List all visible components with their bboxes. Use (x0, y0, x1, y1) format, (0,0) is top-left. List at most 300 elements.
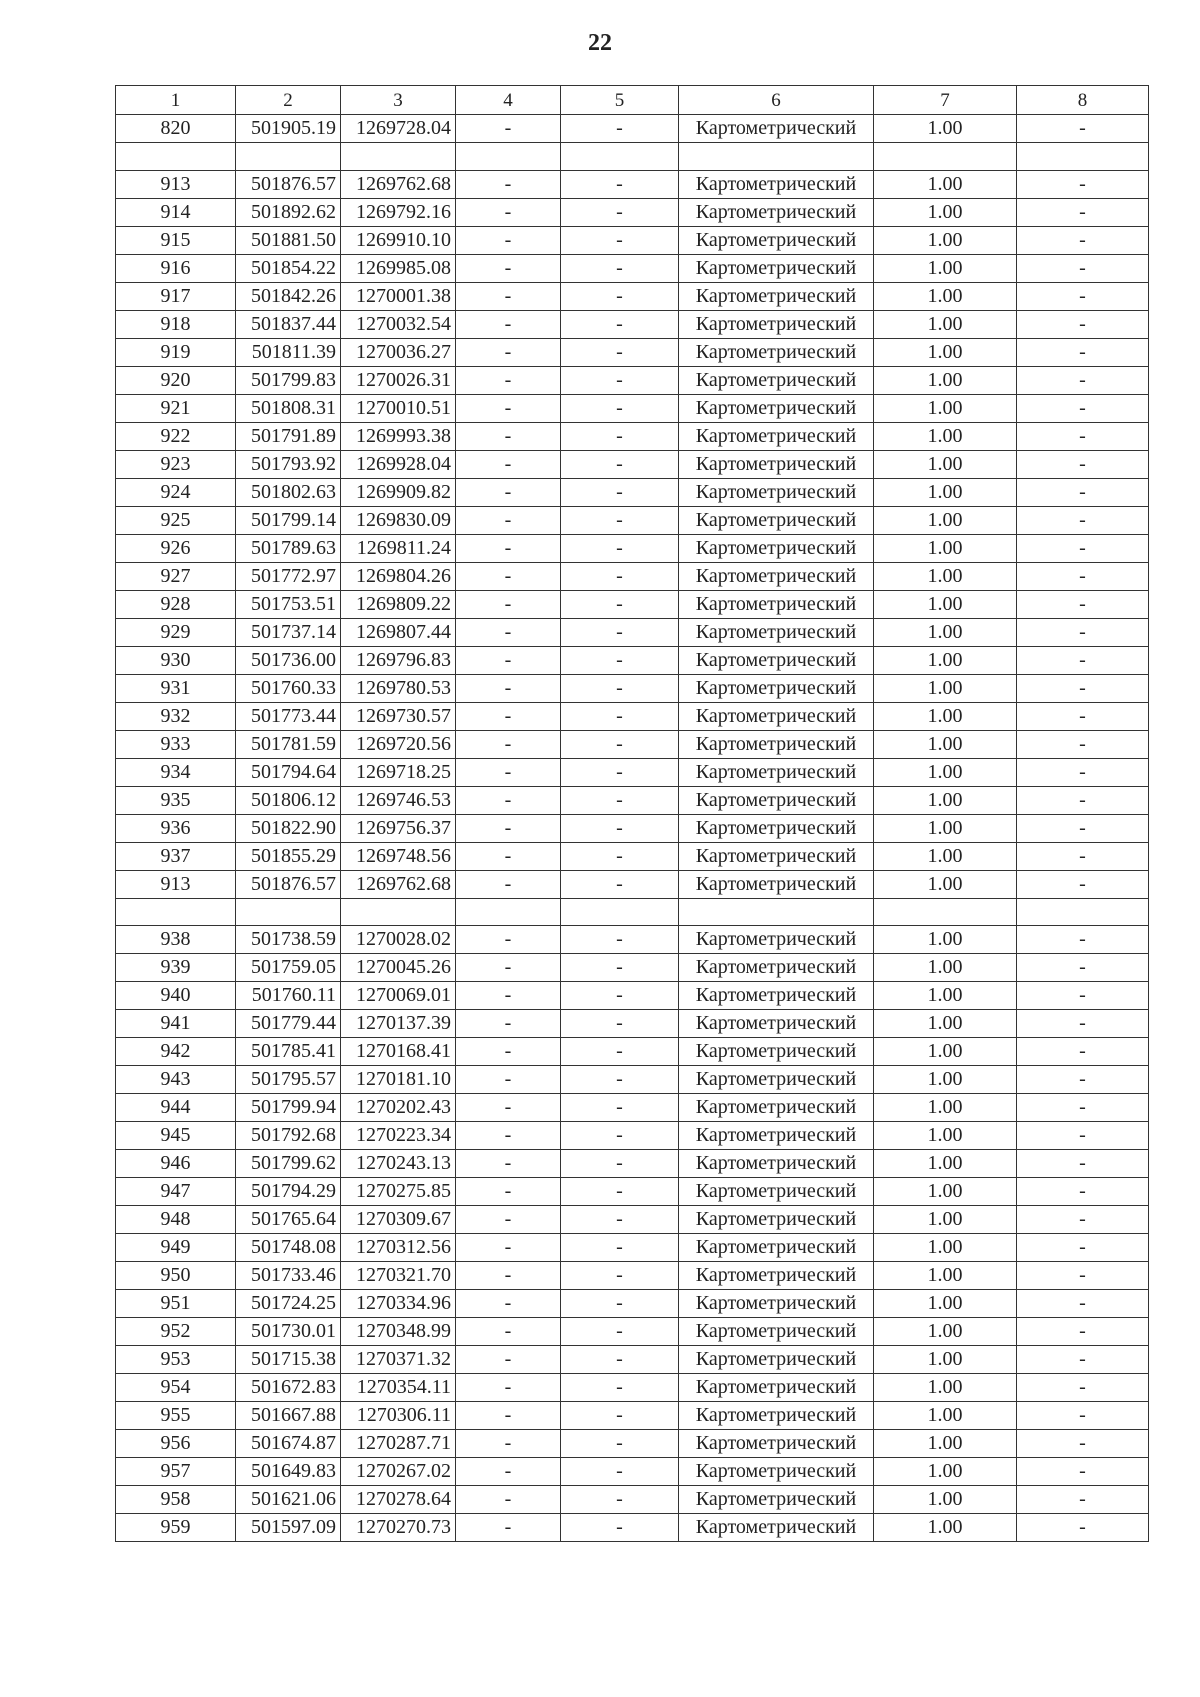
column-5-cell: - (561, 926, 679, 954)
x-coordinate-cell: 501785.41 (236, 1038, 341, 1066)
y-coordinate-cell: 1269830.09 (341, 506, 456, 534)
column-8-cell: - (1017, 1094, 1149, 1122)
table-row (116, 170, 1149, 198)
column-4-cell: - (456, 478, 561, 506)
method-cell: Картометрический (679, 1514, 874, 1542)
column-8-cell (1017, 898, 1149, 926)
accuracy-cell: 1.00 (874, 534, 1017, 562)
column-8-cell: - (1017, 115, 1149, 143)
x-coordinate-cell: 501789.63 (236, 534, 341, 562)
column-5-cell (561, 898, 679, 926)
point-number-cell: 924 (116, 478, 236, 506)
column-4-cell: - (456, 1430, 561, 1458)
column-5-cell: - (561, 1346, 679, 1374)
accuracy-cell: 1.00 (874, 1150, 1017, 1178)
column-8-cell: - (1017, 982, 1149, 1010)
method-cell: Картометрический (679, 506, 874, 534)
y-coordinate-cell: 1270243.13 (341, 1150, 456, 1178)
point-number-cell: 938 (116, 926, 236, 954)
column-5-cell: - (561, 170, 679, 198)
column-4-cell: - (456, 1318, 561, 1346)
y-coordinate-cell: 1270028.02 (341, 926, 456, 954)
column-4-cell (456, 143, 561, 171)
column-4-cell: - (456, 226, 561, 254)
y-coordinate-cell: 1269993.38 (341, 422, 456, 450)
y-coordinate-cell: 1270137.39 (341, 1010, 456, 1038)
y-coordinate-cell: 1269756.37 (341, 814, 456, 842)
method-cell: Картометрический (679, 646, 874, 674)
column-4-cell: - (456, 674, 561, 702)
point-number-cell: 942 (116, 1038, 236, 1066)
column-5-cell: - (561, 226, 679, 254)
y-coordinate-cell: 1270036.27 (341, 338, 456, 366)
column-8-cell: - (1017, 1290, 1149, 1318)
column-4-cell: - (456, 842, 561, 870)
y-coordinate-cell: 1269985.08 (341, 254, 456, 282)
method-cell: Картометрический (679, 170, 874, 198)
accuracy-cell: 1.00 (874, 282, 1017, 310)
y-coordinate-cell: 1270026.31 (341, 366, 456, 394)
x-coordinate-cell: 501730.01 (236, 1318, 341, 1346)
column-8-cell: - (1017, 562, 1149, 590)
method-cell: Картометрический (679, 1290, 874, 1318)
y-coordinate-cell: 1269909.82 (341, 478, 456, 506)
point-number-cell: 931 (116, 674, 236, 702)
column-8-cell: - (1017, 1514, 1149, 1542)
table-header-row (116, 86, 1149, 115)
column-8-cell: - (1017, 506, 1149, 534)
accuracy-cell: 1.00 (874, 1206, 1017, 1234)
accuracy-cell: 1.00 (874, 562, 1017, 590)
x-coordinate-cell: 501837.44 (236, 310, 341, 338)
point-number-cell: 927 (116, 562, 236, 590)
column-4-cell: - (456, 422, 561, 450)
point-number-cell (116, 143, 236, 171)
x-coordinate-cell: 501765.64 (236, 1206, 341, 1234)
point-number-cell: 947 (116, 1178, 236, 1206)
x-coordinate-cell: 501905.19 (236, 115, 341, 143)
x-coordinate-cell: 501753.51 (236, 590, 341, 618)
table-row (116, 954, 1149, 982)
point-number-cell: 820 (116, 115, 236, 143)
point-number-cell: 951 (116, 1290, 236, 1318)
column-4-cell: - (456, 310, 561, 338)
table-row (116, 842, 1149, 870)
point-number-cell: 920 (116, 366, 236, 394)
accuracy-cell: 1.00 (874, 226, 1017, 254)
accuracy-cell: 1.00 (874, 394, 1017, 422)
column-8-cell: - (1017, 702, 1149, 730)
point-number-cell: 956 (116, 1430, 236, 1458)
point-number-cell: 941 (116, 1010, 236, 1038)
table-row (116, 1122, 1149, 1150)
method-cell: Картометрический (679, 115, 874, 143)
method-cell: Картометрический (679, 674, 874, 702)
x-coordinate-cell: 501748.08 (236, 1234, 341, 1262)
x-coordinate-cell: 501876.57 (236, 170, 341, 198)
table-separator-row (116, 898, 1149, 926)
accuracy-cell: 1.00 (874, 702, 1017, 730)
accuracy-cell: 1.00 (874, 758, 1017, 786)
column-8-cell: - (1017, 954, 1149, 982)
x-coordinate-cell: 501736.00 (236, 646, 341, 674)
column-8-cell: - (1017, 366, 1149, 394)
column-4-cell: - (456, 1402, 561, 1430)
accuracy-cell: 1.00 (874, 1318, 1017, 1346)
column-4-cell: - (456, 954, 561, 982)
method-cell: Картометрический (679, 1178, 874, 1206)
point-number-cell: 939 (116, 954, 236, 982)
table-row (116, 618, 1149, 646)
column-4-cell: - (456, 1206, 561, 1234)
y-coordinate-cell: 1270278.64 (341, 1486, 456, 1514)
method-cell: Картометрический (679, 1150, 874, 1178)
x-coordinate-cell: 501759.05 (236, 954, 341, 982)
accuracy-cell: 1.00 (874, 1290, 1017, 1318)
x-coordinate-cell: 501795.57 (236, 1066, 341, 1094)
column-8-cell: - (1017, 1262, 1149, 1290)
method-cell: Картометрический (679, 562, 874, 590)
column-4-cell: - (456, 590, 561, 618)
method-cell: Картометрический (679, 394, 874, 422)
column-8-cell: - (1017, 1178, 1149, 1206)
x-coordinate-cell: 501802.63 (236, 478, 341, 506)
table-row (116, 1430, 1149, 1458)
x-coordinate-cell: 501715.38 (236, 1346, 341, 1374)
column-5-cell: - (561, 1318, 679, 1346)
column-5-cell: - (561, 1206, 679, 1234)
x-coordinate-cell (236, 143, 341, 171)
column-8-cell: - (1017, 1430, 1149, 1458)
column-4-cell: - (456, 1150, 561, 1178)
accuracy-cell: 1.00 (874, 590, 1017, 618)
table-row (116, 254, 1149, 282)
y-coordinate-cell: 1269720.56 (341, 730, 456, 758)
table-row (116, 786, 1149, 814)
column-4-cell: - (456, 338, 561, 366)
column-4-cell: - (456, 1038, 561, 1066)
table-row (116, 1458, 1149, 1486)
column-5-cell (561, 143, 679, 171)
accuracy-cell: 1.00 (874, 1122, 1017, 1150)
column-4-cell: - (456, 366, 561, 394)
y-coordinate-cell: 1269718.25 (341, 758, 456, 786)
accuracy-cell: 1.00 (874, 338, 1017, 366)
method-cell: Картометрический (679, 870, 874, 898)
column-4-cell (456, 898, 561, 926)
accuracy-cell (874, 898, 1017, 926)
column-5-cell: - (561, 1234, 679, 1262)
y-coordinate-cell: 1269796.83 (341, 646, 456, 674)
column-8-cell: - (1017, 1066, 1149, 1094)
point-number-cell: 950 (116, 1262, 236, 1290)
x-coordinate-cell: 501808.31 (236, 394, 341, 422)
y-coordinate-cell: 1270371.32 (341, 1346, 456, 1374)
table-row (116, 1038, 1149, 1066)
y-coordinate-cell: 1270309.67 (341, 1206, 456, 1234)
column-8-cell: - (1017, 758, 1149, 786)
column-5-cell: - (561, 422, 679, 450)
method-cell: Картометрический (679, 702, 874, 730)
y-coordinate-cell: 1270306.11 (341, 1402, 456, 1430)
column-5-cell: - (561, 870, 679, 898)
x-coordinate-cell: 501806.12 (236, 786, 341, 814)
method-cell: Картометрический (679, 534, 874, 562)
table-separator-row (116, 143, 1149, 171)
accuracy-cell: 1.00 (874, 450, 1017, 478)
column-8-cell: - (1017, 450, 1149, 478)
point-number-cell: 930 (116, 646, 236, 674)
table-row (116, 1066, 1149, 1094)
y-coordinate-cell: 1270202.43 (341, 1094, 456, 1122)
method-cell (679, 143, 874, 171)
table-row (116, 394, 1149, 422)
accuracy-cell: 1.00 (874, 1066, 1017, 1094)
table-row (116, 646, 1149, 674)
column-5-cell: - (561, 758, 679, 786)
column-5-cell: - (561, 534, 679, 562)
column-4-cell: - (456, 1458, 561, 1486)
table-row (116, 282, 1149, 310)
point-number-cell: 919 (116, 338, 236, 366)
table-row (116, 1374, 1149, 1402)
y-coordinate-cell (341, 898, 456, 926)
column-5-cell: - (561, 1262, 679, 1290)
header-cell: 7 (874, 86, 1017, 115)
method-cell: Картометрический (679, 1374, 874, 1402)
column-8-cell: - (1017, 478, 1149, 506)
table-row (116, 814, 1149, 842)
column-8-cell: - (1017, 394, 1149, 422)
column-5-cell: - (561, 394, 679, 422)
table-row (116, 450, 1149, 478)
table-row (116, 198, 1149, 226)
accuracy-cell: 1.00 (874, 842, 1017, 870)
column-5-cell: - (561, 842, 679, 870)
accuracy-cell: 1.00 (874, 1374, 1017, 1402)
accuracy-cell: 1.00 (874, 1402, 1017, 1430)
column-5-cell: - (561, 1374, 679, 1402)
x-coordinate-cell: 501799.62 (236, 1150, 341, 1178)
column-4-cell: - (456, 1262, 561, 1290)
method-cell: Картометрический (679, 366, 874, 394)
accuracy-cell: 1.00 (874, 1486, 1017, 1514)
y-coordinate-cell: 1270287.71 (341, 1430, 456, 1458)
table-row (116, 478, 1149, 506)
column-8-cell: - (1017, 1010, 1149, 1038)
column-8-cell: - (1017, 422, 1149, 450)
y-coordinate-cell: 1269809.22 (341, 590, 456, 618)
method-cell: Картометрический (679, 786, 874, 814)
point-number-cell: 933 (116, 730, 236, 758)
column-4-cell: - (456, 1094, 561, 1122)
x-coordinate-cell: 501649.83 (236, 1458, 341, 1486)
method-cell: Картометрический (679, 814, 874, 842)
column-4-cell: - (456, 534, 561, 562)
accuracy-cell: 1.00 (874, 814, 1017, 842)
column-5-cell: - (561, 786, 679, 814)
column-4-cell: - (456, 926, 561, 954)
y-coordinate-cell: 1270334.96 (341, 1290, 456, 1318)
accuracy-cell: 1.00 (874, 1514, 1017, 1542)
column-4-cell: - (456, 1374, 561, 1402)
point-number-cell: 936 (116, 814, 236, 842)
y-coordinate-cell: 1270032.54 (341, 310, 456, 338)
column-4-cell: - (456, 394, 561, 422)
accuracy-cell: 1.00 (874, 730, 1017, 758)
table-row (116, 1290, 1149, 1318)
accuracy-cell: 1.00 (874, 1458, 1017, 1486)
y-coordinate-cell: 1270001.38 (341, 282, 456, 310)
column-5-cell: - (561, 1430, 679, 1458)
column-8-cell: - (1017, 226, 1149, 254)
page-number: 22 (588, 30, 612, 56)
column-5-cell: - (561, 954, 679, 982)
column-5-cell: - (561, 282, 679, 310)
y-coordinate-cell: 1270267.02 (341, 1458, 456, 1486)
y-coordinate-cell: 1270354.11 (341, 1374, 456, 1402)
column-4-cell: - (456, 1066, 561, 1094)
table-row (116, 338, 1149, 366)
column-4-cell: - (456, 786, 561, 814)
x-coordinate-cell: 501674.87 (236, 1430, 341, 1458)
table-row (116, 115, 1149, 143)
column-4-cell: - (456, 562, 561, 590)
y-coordinate-cell: 1270348.99 (341, 1318, 456, 1346)
x-coordinate-cell: 501794.64 (236, 758, 341, 786)
column-8-cell: - (1017, 170, 1149, 198)
column-4-cell: - (456, 115, 561, 143)
method-cell: Картометрический (679, 926, 874, 954)
y-coordinate-cell: 1270010.51 (341, 394, 456, 422)
point-number-cell: 934 (116, 758, 236, 786)
column-5-cell: - (561, 814, 679, 842)
x-coordinate-cell: 501737.14 (236, 618, 341, 646)
column-5-cell: - (561, 1514, 679, 1542)
column-4-cell: - (456, 1122, 561, 1150)
y-coordinate-cell: 1269728.04 (341, 115, 456, 143)
column-5-cell: - (561, 254, 679, 282)
table-row (116, 366, 1149, 394)
x-coordinate-cell: 501799.94 (236, 1094, 341, 1122)
column-5-cell: - (561, 982, 679, 1010)
accuracy-cell: 1.00 (874, 198, 1017, 226)
accuracy-cell: 1.00 (874, 1234, 1017, 1262)
x-coordinate-cell: 501792.68 (236, 1122, 341, 1150)
method-cell: Картометрический (679, 1402, 874, 1430)
column-8-cell: - (1017, 254, 1149, 282)
column-5-cell: - (561, 1038, 679, 1066)
x-coordinate-cell: 501799.14 (236, 506, 341, 534)
point-number-cell: 935 (116, 786, 236, 814)
y-coordinate-cell: 1269762.68 (341, 870, 456, 898)
column-4-cell: - (456, 198, 561, 226)
point-number-cell: 955 (116, 1402, 236, 1430)
x-coordinate-cell: 501760.33 (236, 674, 341, 702)
column-5-cell: - (561, 618, 679, 646)
x-coordinate-cell: 501773.44 (236, 702, 341, 730)
column-5-cell: - (561, 646, 679, 674)
column-4-cell: - (456, 730, 561, 758)
column-4-cell: - (456, 170, 561, 198)
point-number-cell: 932 (116, 702, 236, 730)
table-row (116, 1486, 1149, 1514)
column-5-cell: - (561, 450, 679, 478)
column-4-cell: - (456, 1290, 561, 1318)
x-coordinate-cell: 501876.57 (236, 870, 341, 898)
y-coordinate-cell: 1270275.85 (341, 1178, 456, 1206)
header-cell: 1 (116, 86, 236, 115)
column-4-cell: - (456, 982, 561, 1010)
table-row (116, 870, 1149, 898)
column-8-cell: - (1017, 926, 1149, 954)
method-cell: Картометрический (679, 198, 874, 226)
point-number-cell: 937 (116, 842, 236, 870)
column-5-cell: - (561, 478, 679, 506)
column-8-cell: - (1017, 534, 1149, 562)
header-cell: 2 (236, 86, 341, 115)
column-8-cell: - (1017, 1374, 1149, 1402)
header-cell: 5 (561, 86, 679, 115)
method-cell: Картометрический (679, 1010, 874, 1038)
column-4-cell: - (456, 1178, 561, 1206)
column-8-cell: - (1017, 1402, 1149, 1430)
x-coordinate-cell: 501892.62 (236, 198, 341, 226)
column-4-cell: - (456, 618, 561, 646)
accuracy-cell: 1.00 (874, 478, 1017, 506)
header-cell: 3 (341, 86, 456, 115)
point-number-cell: 954 (116, 1374, 236, 1402)
point-number-cell (116, 898, 236, 926)
y-coordinate-cell: 1269730.57 (341, 702, 456, 730)
table-row (116, 1346, 1149, 1374)
x-coordinate-cell: 501781.59 (236, 730, 341, 758)
method-cell: Картометрический (679, 1318, 874, 1346)
x-coordinate-cell: 501779.44 (236, 1010, 341, 1038)
point-number-cell: 945 (116, 1122, 236, 1150)
column-8-cell: - (1017, 618, 1149, 646)
y-coordinate-cell: 1269928.04 (341, 450, 456, 478)
table-row (116, 1010, 1149, 1038)
y-coordinate-cell: 1270069.01 (341, 982, 456, 1010)
accuracy-cell: 1.00 (874, 982, 1017, 1010)
x-coordinate-cell: 501881.50 (236, 226, 341, 254)
method-cell: Картометрический (679, 450, 874, 478)
column-8-cell: - (1017, 730, 1149, 758)
point-number-cell: 940 (116, 982, 236, 1010)
column-8-cell: - (1017, 1122, 1149, 1150)
method-cell: Картометрический (679, 1262, 874, 1290)
x-coordinate-cell (236, 898, 341, 926)
point-number-cell: 952 (116, 1318, 236, 1346)
y-coordinate-cell: 1269762.68 (341, 170, 456, 198)
column-4-cell: - (456, 646, 561, 674)
table-row (116, 1150, 1149, 1178)
column-5-cell: - (561, 1402, 679, 1430)
coordinates-table (115, 85, 1149, 1542)
point-number-cell: 921 (116, 394, 236, 422)
point-number-cell: 914 (116, 198, 236, 226)
y-coordinate-cell: 1269748.56 (341, 842, 456, 870)
table-row (116, 702, 1149, 730)
column-4-cell: - (456, 1346, 561, 1374)
column-5-cell: - (561, 1150, 679, 1178)
column-5-cell: - (561, 115, 679, 143)
y-coordinate-cell: 1269807.44 (341, 618, 456, 646)
column-4-cell: - (456, 1514, 561, 1542)
column-4-cell: - (456, 870, 561, 898)
x-coordinate-cell: 501822.90 (236, 814, 341, 842)
